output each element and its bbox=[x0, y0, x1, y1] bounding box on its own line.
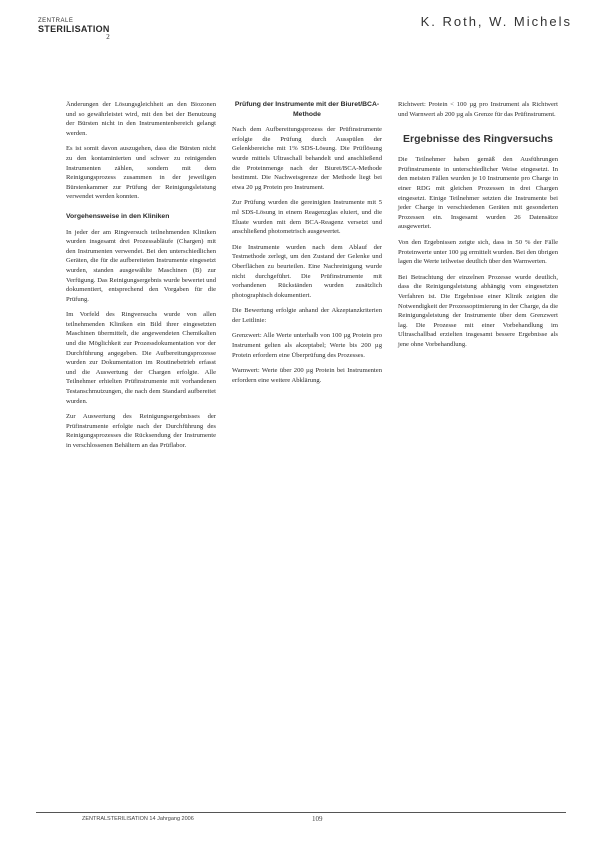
page-number: 109 bbox=[312, 815, 323, 823]
paragraph: Zur Prüfung wurden die gereinigten Instrumente mit 5 ml SDS-Lösung in einem Reagenzglas eluiert, und die Eluate wurden mit dem BCA-Reagenz versetzt und anschließend photometrisch ausgewertet. bbox=[232, 199, 382, 236]
logo-main-text: STERILISATION bbox=[38, 24, 110, 34]
paragraph: Warnwert: Werte über 200 µg Protein bei Instrumenten erfordern eine weitere Abklärung. bbox=[232, 367, 382, 384]
paragraph: Richtwert: Protein < 100 µg pro Instrument als Richtwert und Warnwert ab 200 µg als Grenze für das Prüfinstrument. bbox=[398, 101, 558, 118]
paragraph: Die Instrumente wurden nach dem Ablauf der Testmethode zerlegt, um den Zustand der Gelenke und Oberflächen zu beurteilen. Eine Nachreinigung wurde nicht durchgeführt. Die Prüfinstrumente mit vorhandenen Rückständen wurden zusätzlich photographisch dokumentiert. bbox=[232, 243, 382, 299]
logo-issue-number: 2 bbox=[106, 33, 110, 41]
paragraph: Die Teilnehmer haben gemäß den Ausführungen Prüfinstrumente in unterschiedlicher Weise eingesetzt. In den meisten Fällen wurden je 10 Instrumente pro Charge in einer RDG mit gleichen Prozessen in drei Chargen eingesetzt. Einige Teilnehmer setzten die Instrumente bei jeder Charge in verschiedenen Geräten mit gesonderten Prozessen ein. Insgesamt wurden 26 Datensätze ausgewertet. bbox=[398, 156, 558, 231]
paragraph: In jeder der am Ringversuch teilnehmenden Kliniken wurden insgesamt drei Prozessabläufe (Chargen) mit den Instrumenten verwendet. Bei den unterschiedlichen Geräten, die für die aufbereiteten Instrumente eingesetzt wurden, standen ausgewählte Maschinen (B) zur Verfügung. Das Reinigungsergebnis wurde bewertet und dokumentiert, entsprechend den Vorgaben für die Prüfung. bbox=[66, 228, 216, 303]
paragraph: Zur Auswertung des Reinigungsergebnisses der Prüfinstrumente erfolgte nach der Durchführung des Reinigungsprozesses die Rücksendung der Instrumente in verschlossenen Behältern an das Prüflabor. bbox=[66, 413, 216, 449]
journal-logo bbox=[38, 18, 110, 41]
footer-journal: ZENTRALSTERILISATION 14 Jahrgang 2006 bbox=[82, 816, 194, 822]
section-heading: Prüfung der Instrumente mit der Biuret/BCA-Methode bbox=[234, 101, 380, 118]
paragraph: Grenzwert: Alle Werte unterhalb von 100 µg Protein pro Instrument gelten als akzeptabel; Werte bis 200 µg Protein erfordern eine Überprüfung des Prozesses. bbox=[232, 332, 382, 359]
column-right bbox=[398, 100, 558, 355]
paragraph: Im Vorfeld des Ringversuchs wurde von allen teilnehmenden Kliniken ein Bild ihrer eingesetzten Maschinen übermittelt, die angewendeten Chemikalien und die Möglichkeit zur Prozessdokumentation vor der Durchführung angegeben. Die Aufbereitungsprozesse wurden zur Dokumentation im Routinebetrieb erfasst und die Auswertung der Chargen erfolgte. Alle Teilnehmer erhielten Prüfinstrumente mit vorhandenen Testanschmutzungen, die nach dem Standard aufbereitet wurden. bbox=[66, 311, 216, 405]
article-authors: K. Roth, W. Michels bbox=[420, 14, 572, 29]
paragraph: Bei Betrachtung der einzelnen Prozesse wurde deutlich, dass die Reinigungsleistung abhängig vom eingesetzten Verfahren ist. Die Ergebnisse einer Klinik zeigten die Notwendigkeit der Prozessoptimierung in der Charge, da die Reinigungsleistung der Instrumente über dem Grenzwert lag. Die Prozesse mit einer Vorbehandlung im Ultraschallbad erzielten insgesamt bessere Ergebnisse als jene ohne Vorbehandlung. bbox=[398, 273, 558, 348]
footer-divider bbox=[36, 812, 566, 813]
paragraph: Es ist somit davon auszugehen, dass die Bürsten nicht zu den kontaminierten und schwer zu reinigenden Instrumenten zählen, sondern mit dem Reinigungsprozess zusammen in der jeweiligen Bürstenkammer zur Prüfung der Reinigungsleistung verwendet werden konnten. bbox=[66, 145, 216, 201]
paragraph: Von den Ergebnissen zeigte sich, dass in 50 % der Fälle Proteinwerte unter 100 µg ermittelt wurden. Bei den übrigen lagen die Werte teilweise deutlich über den Warnwerten. bbox=[398, 238, 558, 266]
section-heading: Vorgehensweise in den Kliniken bbox=[66, 212, 170, 220]
column-left bbox=[66, 100, 216, 457]
column-middle bbox=[232, 100, 382, 391]
paragraph: Änderungen der Lösungsgleichheit an den Biozonen und so gewährleistet wird, mit den bei der Benutzung der Bürsten nicht in den Instrumentenbereich gelangt werden. bbox=[66, 101, 216, 137]
paragraph: Die Bewertung erfolgte anhand der Akzeptanzkriterien der Leitlinie: bbox=[232, 307, 382, 324]
logo-small-text: ZENTRALE bbox=[38, 18, 74, 24]
section-title: Ergebnisse des Ringversuchs bbox=[403, 133, 553, 146]
paragraph: Nach dem Aufbereitungsprozess der Prüfinstrumente erfolgte die Prüfung durch Ausspülen der Gelenkbereiche mit 1% SDS-Lösung. Die Prüflösung wurde mittels Ultraschall behandelt und anschließend die Proteinmenge nach der Biuret/BCA-Methode bestimmt. Die Nachweisgrenze der Methode liegt bei etwa 20 µg Protein pro Instrument. bbox=[232, 126, 382, 191]
